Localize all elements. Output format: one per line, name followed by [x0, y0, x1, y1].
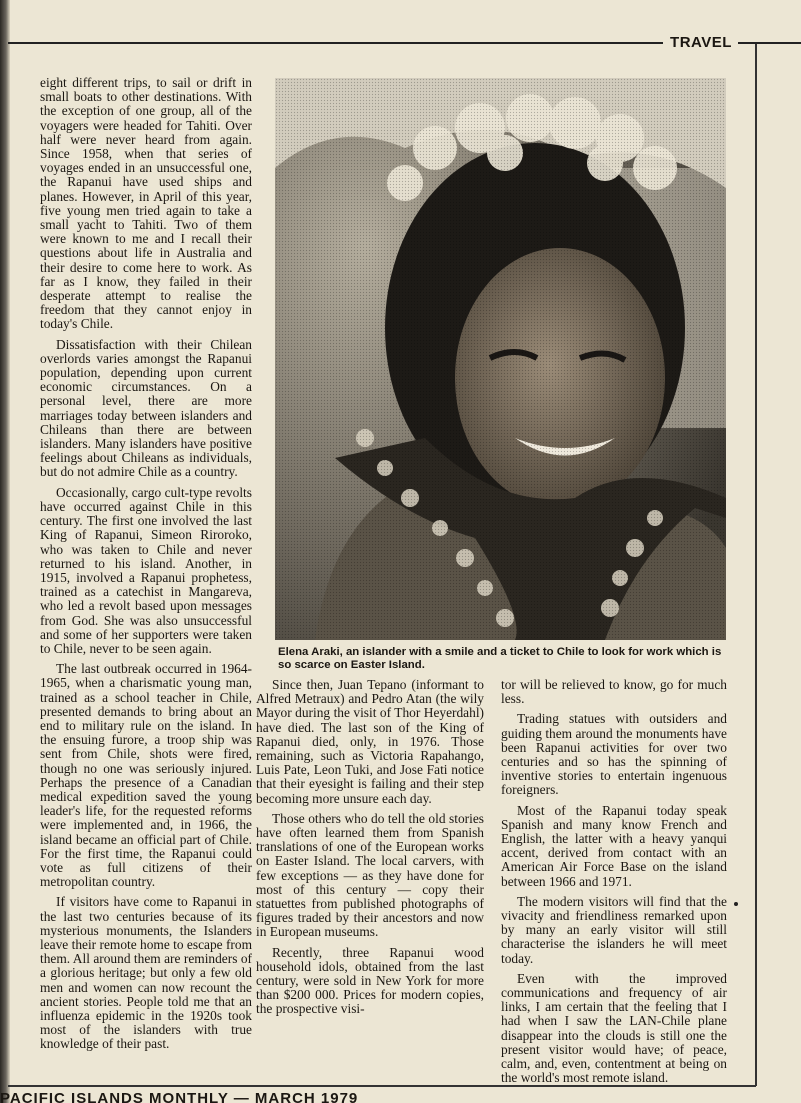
photo-caption: Elena Araki, an islander with a smile and a ticket to Chile to look for work which is so scarce on Easter Island.	[278, 646, 722, 671]
paragraph: If visitors have come to Rapanui in the last two centuries because of its mysterious monuments, the Islanders leave their remote home to escape from them. All around them are reminders of a glorious heritage; but only a few old men and women can now recount the ancient stories. People told me that an influenza epidemic in the 1920s took most of the islanders with true knowledge of their past.	[40, 894, 252, 1052]
paragraph: The last outbreak occurred in 1964-1965, when a charismatic young man, trained as a school teacher in Chile, presented demands to bring about an end to military rule on the island. In the ensuing furore, a troop ship was sent from Chile, shots were fired, though no one was seriously injured. Perhaps the presence of a Canadian medical expedition saved the young leader's life, for the requested reforms were implemented and, in 1966, the island became an official part of Chile. For the first time, the Rapanui could vote as full citizens of their metropolitan country.	[40, 661, 252, 890]
paragraph: Most of the Rapanui today speak Spanish and many know French and English, the latter with a heavy yanqui accent, derived from contact with an American Air Force Base on the island between 1966 and 1971.	[501, 802, 727, 889]
article-column-3	[501, 678, 727, 1091]
section-label: TRAVEL	[670, 34, 732, 51]
portrait-illustration	[275, 78, 726, 640]
portrait-photo	[275, 78, 726, 640]
paragraph: eight different trips, to sail or drift in small boats to other destinations. With the exception of one group, all of the voyagers were headed for Tahiti. Over half were never heard from again. Since 1958, when that series of voyages ended in an unsuccessful one, the Rapanui have used ships and planes. However, in April of this year, five young men tried again to take a small yacht to Tahiti. Two of them were known to me and I recall their questions about life in Australia and their desire to come here to work. As far as I know, they failed in their desperate attempt to realise the freedom that they cannot enjoy in today's Chile.	[40, 75, 252, 332]
page-binding-shadow	[0, 0, 10, 1103]
paragraph: Dissatisfaction with their Chilean overlords varies amongst the Rapanui population, depending upon current economic circumstances. On a personal level, there are more marriages today between islanders and Chileans than there are between islanders. Many islanders have positive feelings about Chileans as individuals, but do not admire Chile as a country.	[40, 336, 252, 480]
paragraph: Trading statues with outsiders and guiding them around the monuments have been Rapanui activities for over two centuries and so has the spinning of inventive stories to entertain ingenuous foreigners.	[501, 711, 727, 798]
paragraph: tor will be relieved to know, go for much less.	[501, 677, 727, 707]
right-margin-rule	[755, 44, 757, 1086]
article-column-2	[256, 678, 484, 1023]
paragraph: Recently, three Rapanui wood household idols, obtained from the last century, were sold in New York for more than $200 000. Prices for modern copies, the prospective visi-	[256, 944, 484, 1017]
paragraph: Even with the improved communications and frequency of air links, I am certain that the feeling that I had when I saw the LAN-Chile plane disappear into the clouds is still one the present visitor would have; of peace, calm, and, even, contentment at being on the world's most remote island.	[501, 970, 727, 1086]
header-rule	[8, 42, 663, 44]
publication-footer: PACIFIC ISLANDS MONTHLY — MARCH 1979	[0, 1090, 359, 1103]
paragraph: Those others who do tell the old stories have often learned them from Spanish translations of one of the European works on Easter Island. The local carvers, with few exceptions — as they have done for most of this century — copy their statuettes from published photographs of figures traded by their ancestors and now in European museums.	[256, 810, 484, 940]
article-column-1	[40, 76, 252, 1058]
paragraph: The modern visitors will find that the vivacity and friendliness remarked upon by many an early visitor will still characterise the islanders he will meet today.	[501, 893, 727, 966]
paragraph: Occasionally, cargo cult-type revolts have occurred against Chile in this century. The first one involved the last King of Rapanui, Simeon Riroroko, who was taken to Chile and never returned to his island. Another, in 1915, involved a Rapanui prophetess, trained as a catechist in Mangareva, who led a revolt based upon messages from God. She was also unsuccessful and some of her supporters were taken to Chile, never to be seen again.	[40, 484, 252, 656]
paragraph: Since then, Juan Tepano (informant to Alfred Metraux) and Pedro Atan (the wily Mayor during the visit of Thor Heyerdahl) have died. The last son of the King of Rapanui died, only, in 1976. Those remaining, such as Victoria Rapahango, Luis Pate, Leon Tuki, and Jose Fati notice that their eyesight is failing and their step becoming more unsure each day.	[256, 677, 484, 806]
header-rule-right	[738, 42, 801, 44]
margin-mark	[734, 902, 738, 906]
